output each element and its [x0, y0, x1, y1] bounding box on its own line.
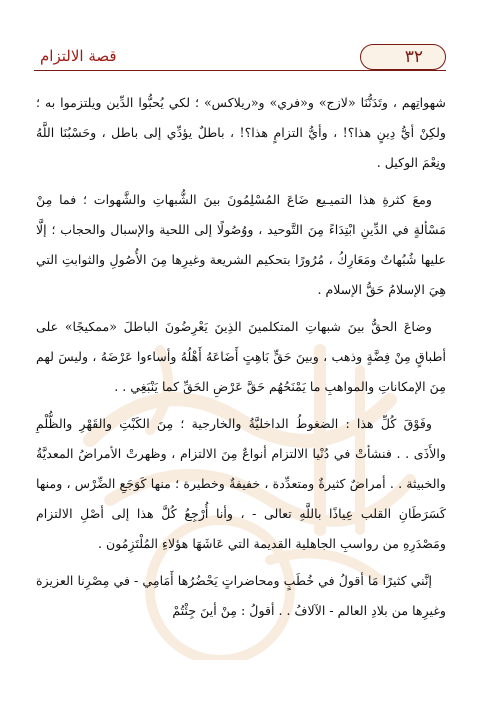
paragraph-1: شهواتِهم ، وتَدَنُّنَا «لازج» و«فري» و«ريلاكس» ؛ لكي يُحبُّوا الدِّين ويلتزموا به ؛ ولكِنْ أيُّ دِينٍ هذا؟! ، وأيُّ التزامٍ هذا؟! ، باطلٌ يؤدِّي إلى باطل ، وحَسْبُنَا اللَّهُ ونِعْمَ الوكيل .: [36, 95, 446, 170]
paragraph-4: وفَوْقَ كُلِّ هذا : الضغوطُ الداخليَّةُ والخارجية ؛ مِنَ الكَبْتِ والقَهْرِ والظُّلْمِ والأَذَى . . فنشأتْ في دُنْيا الالتزام أنواعٌ مِنَ الالتزام ، وظهرتْ الأمراضُ المعديَّةُ والخبيثة . . أمراضٌ كثيرةٌ ومتعدِّدة ، خفيفةٌ وخطيرة ؛ منها كَوَجَعِ الضِّرْس ، ومنها كَسَرَطَانِ القلب عِياذًا باللَّهِ تعالى - ، وأنا أُرْجِعُ كُلَّ هذا إلى أصْلِ الالتزام ومَصْدَرِهِ من رواسبِ الجاهلية القديمة التي عَاشَهَا هؤلاءِ المُلْتَزِمُون .: [36, 416, 446, 551]
paragraph-2: ومعَ كثرةِ هذا التميـيع ضَاعَ المُسْلِمُونَ بينَ الشُّبهاتِ والشَّهوات ؛ فما مِنْ مَسْألةٍ في الدِّينِ ابْتِدَاءً مِنَ التَّوحيد ، ووُصُولًا إلى اللحية والإسبال والحجاب ؛ إلَّا عليها شُبُهاتٌ ومَعَارِكُ ، مُرُورًا بتحكيم الشريعة وغيرِها مِنَ الأُصُولِ والثوابتِ التي هِيَ الإسلامُ حَقُّ الإسلام .: [36, 192, 446, 297]
running-title: قصة الالتزام: [40, 47, 117, 65]
header-rule: [34, 70, 446, 71]
body-text: [36, 88, 446, 633]
page-header: [34, 40, 446, 72]
page-number-badge: [360, 44, 446, 70]
paragraph-3: وضاعَ الحقُّ بينَ شبهاتِ المتكلمينَ الذِينَ يَعْرِضُونَ الباطلَ «ممكيجًا» على أطباقٍ مِنْ فِضَّةٍ وذهب ، وبينَ حَقٍّ بَاهِتٍ أَضَاعَهُ أَهْلُهُ وأساءوا عَرْضَهُ ، وليسَ لهم مِنَ الإمكاناتِ والمواهبِ ما يَمْنَحُهُم حَقَّ عَرْضِ الحَقِّ كما يَنْبَغِي . .: [36, 319, 446, 394]
page-number: ٣٢: [404, 47, 423, 67]
paragraph-5: إنَّني كثيرًا مَا أقولُ في خُطَبٍ ومحاضراتٍ يَحْضُرُها أَمَامِي - في مِصْرِنا العزيزة وغيرِها من بلادِ العالم - الآلافُ . . أقولُ : مِنْ أينَ جِئْتُمْ: [36, 573, 446, 618]
